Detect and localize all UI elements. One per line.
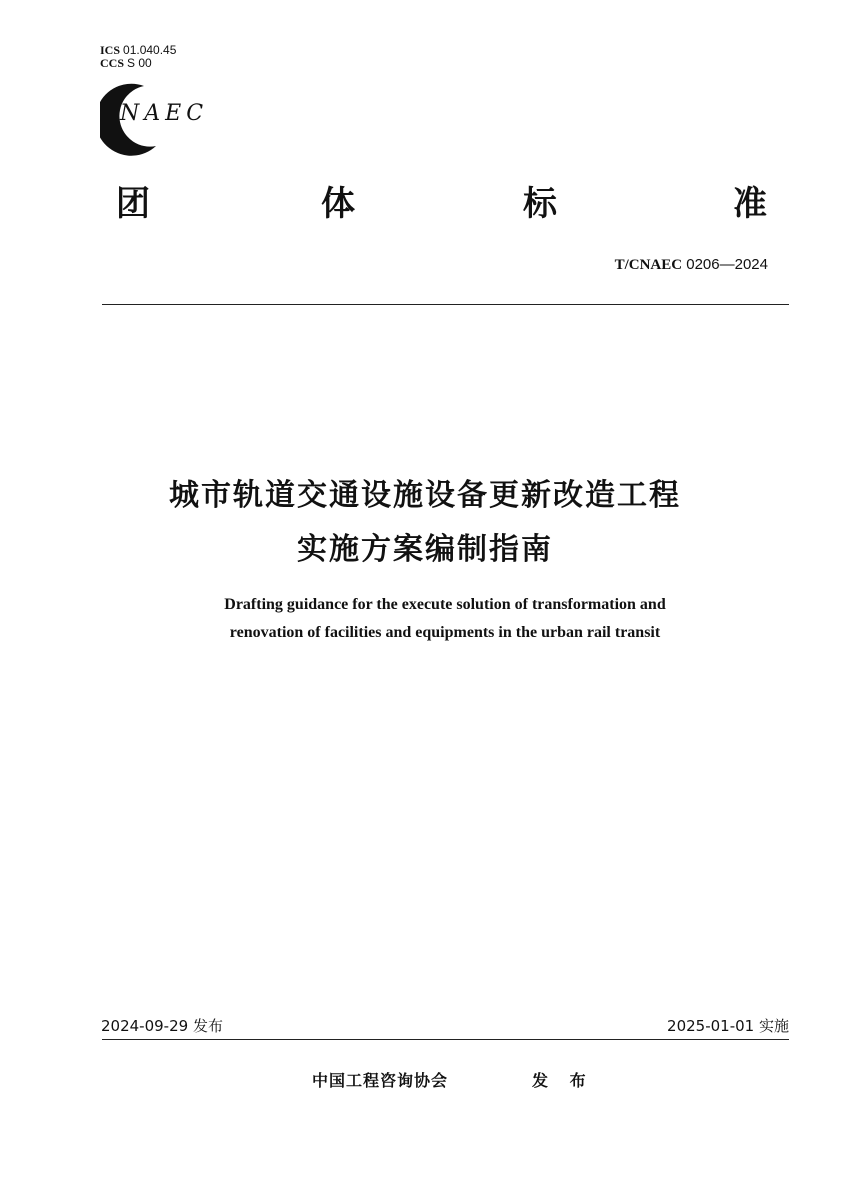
heading-char-3: 标 <box>523 184 557 224</box>
implement-date: 2025-01-01 实施 <box>667 1017 789 1035</box>
title-en-line1: Drafting guidance for the execute solution of transformation and <box>224 596 666 613</box>
cnaec-logo <box>100 80 230 158</box>
ics-value: 01.040.45 <box>123 43 177 57</box>
standard-number <box>615 256 768 274</box>
heading-char-2: 体 <box>321 184 355 224</box>
heading-char-4: 准 <box>733 184 767 224</box>
issuer-verb: 发 布 <box>532 1071 594 1090</box>
title-zh-line2: 实施方案编制指南 <box>297 532 553 567</box>
heading-char-1: 团 <box>116 184 150 224</box>
issuer-name: 中国工程咨询协会 <box>312 1071 449 1090</box>
title-zh-line1: 城市轨道交通设施设备更新改造工程 <box>169 478 681 513</box>
standard-prefix: T/CNAEC <box>614 257 683 273</box>
svg-text:NAEC: NAEC <box>120 101 209 126</box>
bottom-divider <box>102 1039 789 1040</box>
top-divider <box>102 304 789 305</box>
title-en-line2: renovation of facilities and equipments in the urban rail transit <box>229 624 661 641</box>
ccs-value: S 00 <box>127 56 152 70</box>
ccs-code <box>100 57 152 70</box>
publish-date: 2024-09-29 发布 <box>101 1017 223 1035</box>
ccs-label: CCS <box>100 56 125 70</box>
ics-label: ICS <box>100 43 121 57</box>
standard-number-value: 0206—2024 <box>686 256 768 273</box>
